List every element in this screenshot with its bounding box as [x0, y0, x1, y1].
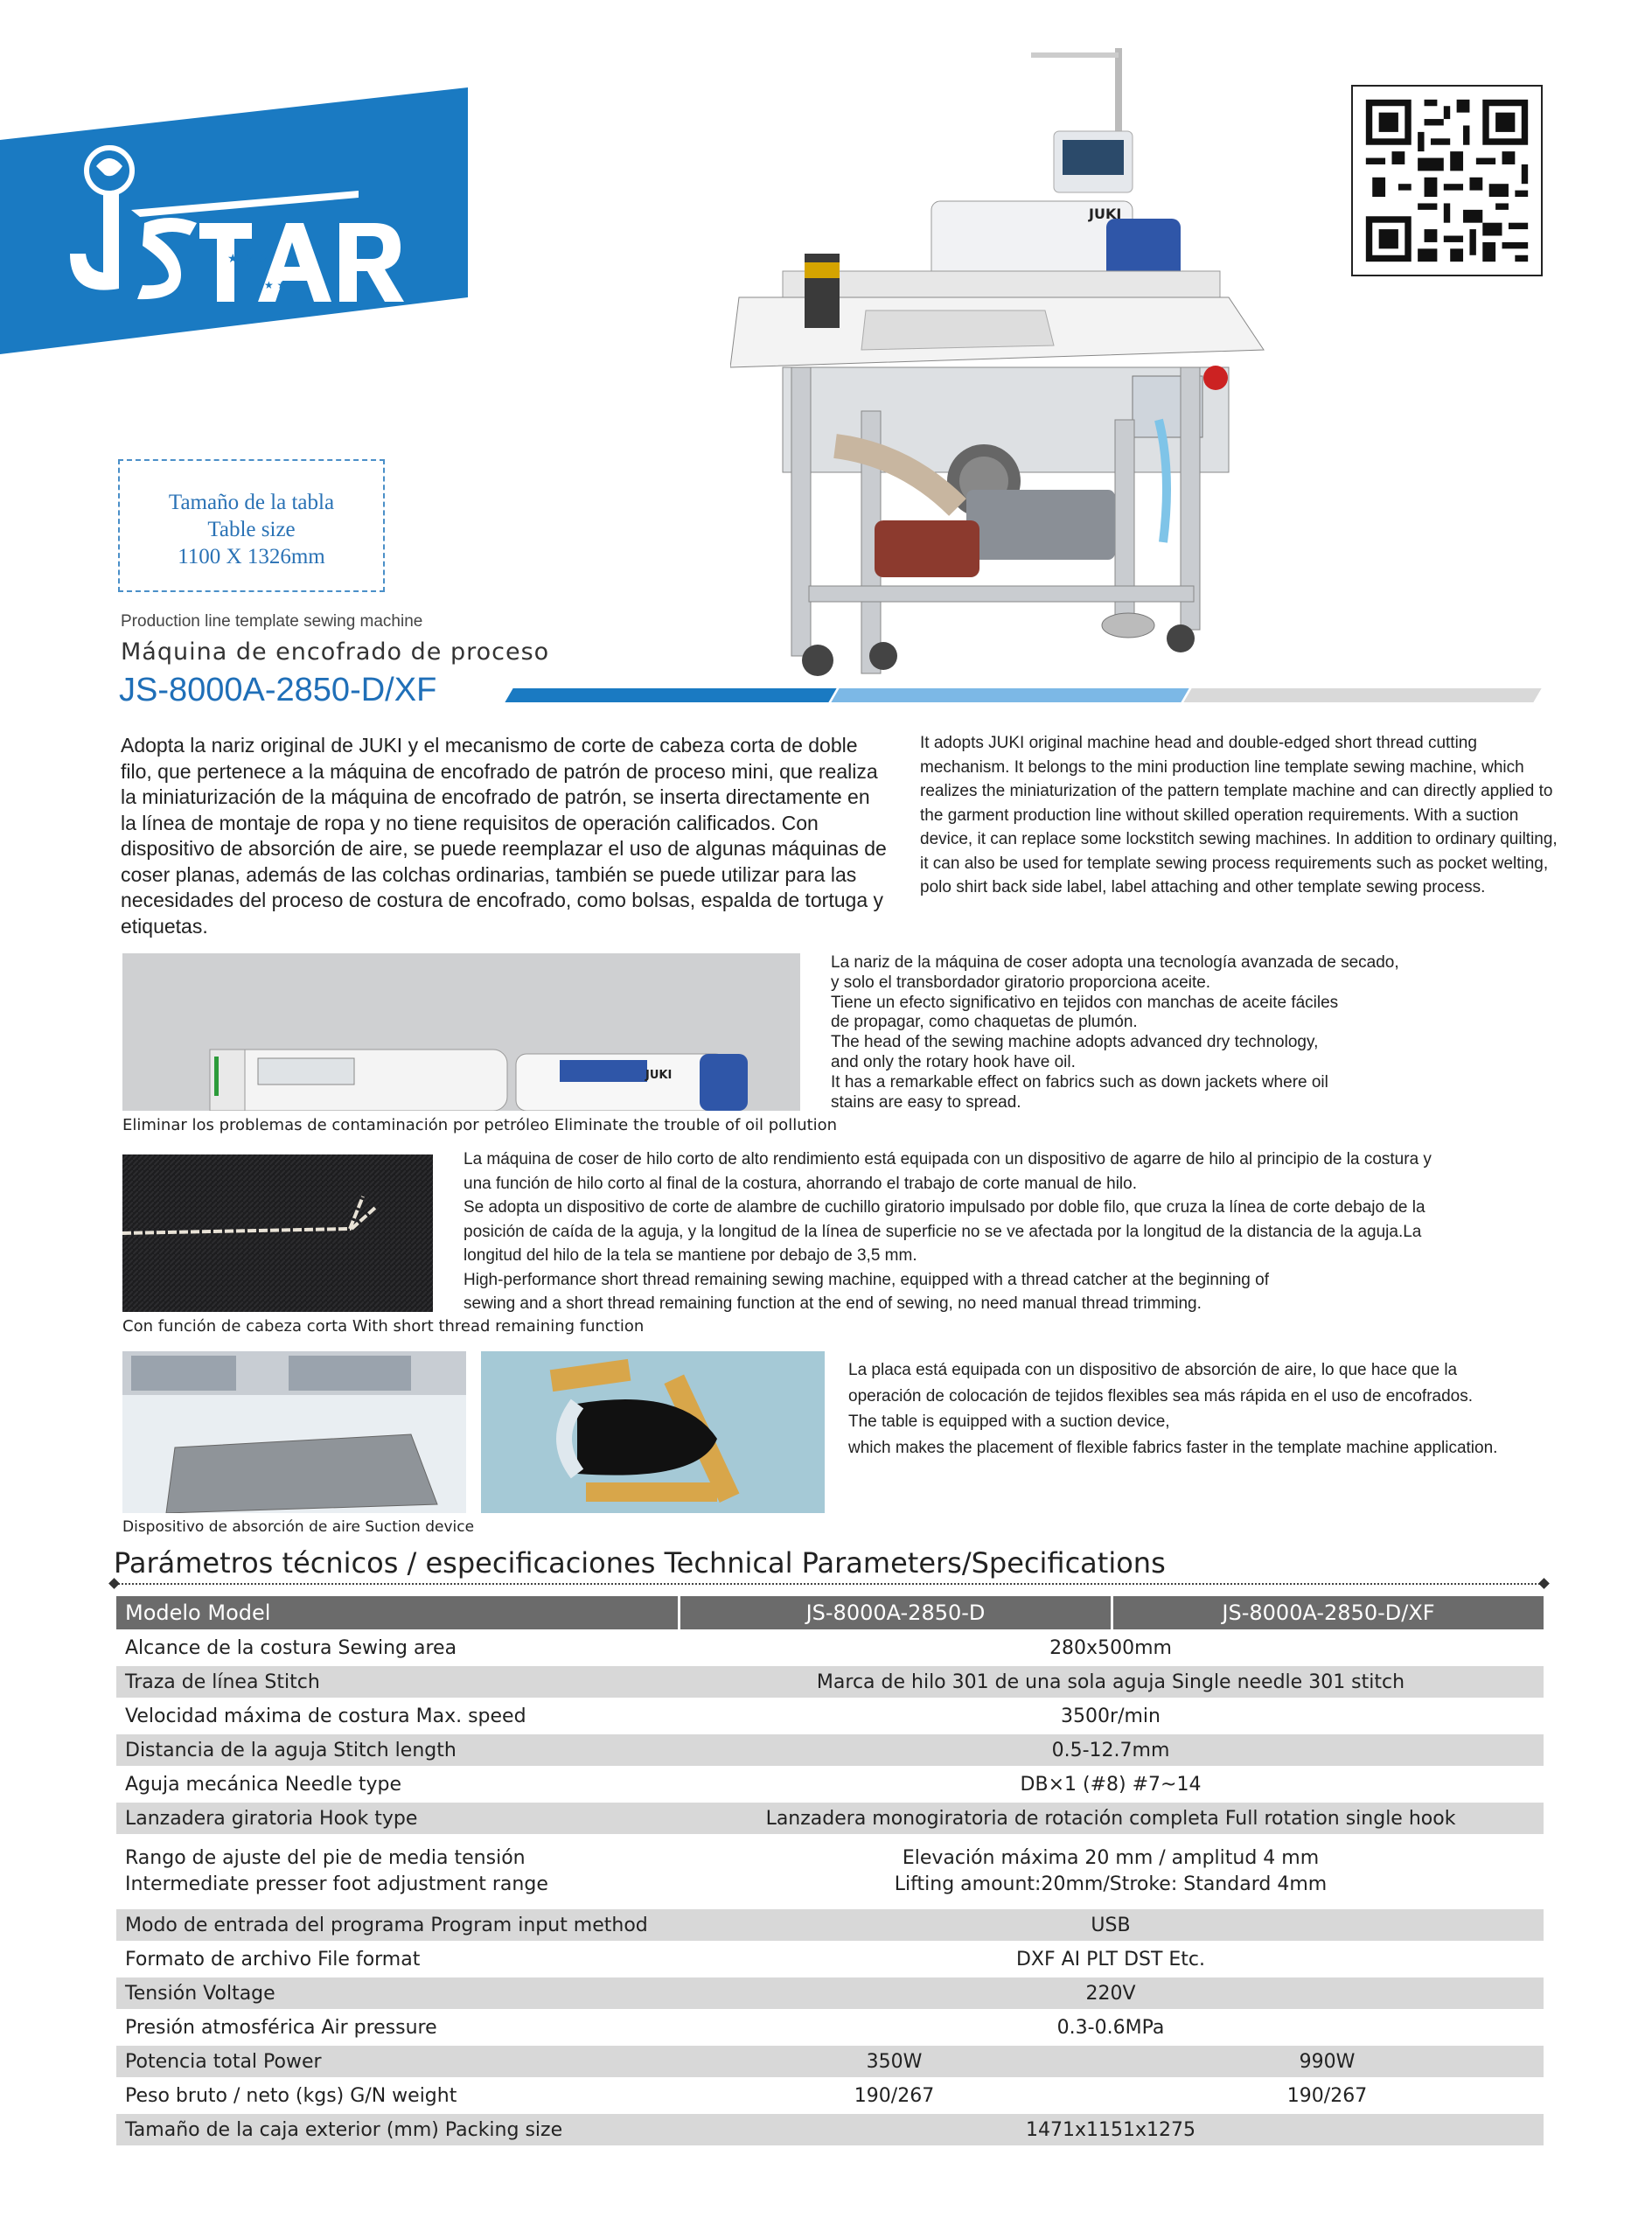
dry-head-machines-illustration: [122, 953, 800, 1111]
spec-row: [116, 2114, 1544, 2145]
table-size-en: Table size: [207, 518, 296, 541]
spec-value: DB×1 (#8) #7~14: [1020, 1773, 1202, 1796]
spec-value: 0.3-0.6MPa: [1056, 2016, 1165, 2039]
spec-value: USB: [678, 1909, 1544, 1941]
spec-row: [116, 1734, 1544, 1766]
intro-text-es: Adopta la nariz original de JUKI y el mecanismo de corte de cabeza corta de doble filo, que pertenece a la máquina de encofrado de patrón de proceso mini, que realiza la miniaturización de la máquina de encofrado de patrón, se inserta directamente en la línea de montaje de ropa y no tiene requisitos de operación calificados. Con dispositivo de absorción de aire, se puede reemplazar el uso de algunas máquinas de coser planas, además de las colchas ordinarias, también se puede utilizar para las necesidades del proceso de costura de encofrado, como bolsas, espalda de tortuga y etiquetas.: [121, 734, 887, 938]
table-size-box: [118, 459, 385, 592]
intro-text-en: It adopts JUKI original machine head and double-edged short thread cutting mechanism. It belongs to the mini production line template sewing machine, which realizes the miniaturization of the pattern template machine and can directly applied to the garment production line without skilled operation requirements. With a suction device, it can replace some lockstitch sewing machines. In addition to ordinary quilting, it can also be used for template sewing process requirements such as pocket welting, polo shirt back side label, label attaching and other template sewing process.: [920, 734, 1558, 896]
suction-caption: Dispositivo de absorción de aire Suction device: [122, 1518, 475, 1536]
short-thread-text: [464, 1147, 1557, 1316]
spec-divider: [114, 1583, 1544, 1585]
dry-head-text-line: Tiene un efecto significativo en tejidos con manchas de aceite fáciles: [831, 993, 1339, 1012]
suction-text-line: operación de colocación de tejidos flexibles sea más rápida en el uso de encofrados.: [848, 1386, 1474, 1405]
model-title: JS-8000A-2850-D/XF: [119, 672, 437, 708]
spec-label: Presión atmosférica Air pressure: [125, 2016, 437, 2039]
short-thread-text-line: Se adopta un dispositivo de corte de alambre de cuchillo giratorio impulsado por doble filo, que cruza la línea de corte debajo de la: [464, 1198, 1425, 1217]
spec-label-en: Intermediate presser foot adjustment range: [125, 1873, 548, 1895]
spec-row: [116, 2012, 1544, 2043]
dry-head-text-line: y solo el transbordador giratorio proporciona aceite.: [831, 973, 1211, 992]
spec-header-model: Modelo Model: [116, 1596, 678, 1629]
spec-label: Lanzadera giratoria Hook type: [116, 1803, 678, 1834]
spec-row: [116, 1666, 1544, 1698]
spec-row: [116, 2046, 1544, 2077]
subtitle-en: Production line template sewing machine: [121, 612, 423, 631]
title-stripe-light: [831, 688, 1188, 702]
svg-text:★ ★ ★: ★ ★ ★: [227, 252, 268, 266]
spec-header-dxf: JS-8000A-2850-D/XF: [1111, 1596, 1544, 1629]
spec-label: Potencia total Power: [116, 2046, 678, 2077]
svg-text:JUKI: JUKI: [1089, 206, 1122, 222]
spec-row: [116, 1700, 1544, 1732]
suction-text-line: which makes the placement of flexible fabrics faster in the template machine application.: [848, 1438, 1498, 1457]
dry-head-text: [831, 953, 1530, 1113]
spec-value: 1471x1151x1275: [678, 2114, 1544, 2145]
dry-head-text-line: It has a remarkable effect on fabrics such as down jackets where oil: [831, 1072, 1328, 1092]
machine-hero-image: [730, 44, 1272, 682]
table-size-value: 1100 X 1326mm: [178, 545, 325, 568]
spec-value: 280x500mm: [1049, 1636, 1172, 1659]
spec-value-es: Elevación máxima 20 mm / amplitud 4 mm: [902, 1847, 1320, 1869]
short-thread-caption: Con función de cabeza corta With short thread remaining function: [122, 1317, 645, 1336]
short-thread-text-line: posición de caída de la aguja, y la longitud de la línea de superficie no se ve afectada por la longitud de la distancia de la aguja.La: [464, 1222, 1422, 1241]
qr-code: [1351, 85, 1543, 276]
spec-label: Distancia de la aguja Stitch length: [116, 1734, 678, 1766]
spec-header-d: JS-8000A-2850-D: [678, 1596, 1111, 1629]
suction-text-line: The table is equipped with a suction device,: [848, 1412, 1170, 1431]
spec-row: [116, 1632, 1544, 1664]
spec-value-d: 350W: [678, 2046, 1111, 2077]
stitch-illustration: [122, 1154, 433, 1312]
spec-row: [116, 1977, 1544, 2009]
dry-head-text-line: de propagar, como chaquetas de plumón.: [831, 1013, 1138, 1032]
spec-value: 0.5-12.7mm: [678, 1734, 1544, 1766]
spec-row: [116, 1803, 1544, 1834]
short-thread-text-line: High-performance short thread remaining sewing machine, equipped with a thread catcher at the beginning of: [464, 1270, 1269, 1289]
spec-value: Marca de hilo 301 de una sola aguja Single needle 301 stitch: [678, 1666, 1544, 1698]
suction-fabric-illustration: [481, 1351, 825, 1513]
spec-label: Alcance de la costura Sewing area: [125, 1636, 457, 1659]
suction-table-illustration: [122, 1351, 466, 1513]
title-stripe-gray: [1183, 688, 1541, 702]
short-thread-text-line: longitud del hilo de la tela se mantiene por debajo de 3,5 mm.: [464, 1246, 917, 1265]
spec-value-dxf: 990W: [1111, 2046, 1544, 2077]
short-thread-text-line: La máquina de coser de hilo corto de alto rendimiento está equipada con un dispositivo de agarre de hilo al principio de la costura y: [464, 1150, 1432, 1168]
table-size-es: Tamaño de la tabla: [168, 491, 335, 514]
spec-value-d: 190/267: [854, 2084, 935, 2107]
dry-head-text-line: The head of the sewing machine adopts advanced dry technology,: [831, 1033, 1319, 1052]
spec-value-dxf: 190/267: [1286, 2084, 1368, 2107]
divider-diamond-right: [1538, 1578, 1550, 1589]
suction-text-line: La placa está equipada con un dispositivo de absorción de aire, lo que hace que la: [848, 1361, 1458, 1379]
dry-head-text-line: La nariz de la máquina de coser adopta una tecnología avanzada de secado,: [831, 953, 1399, 972]
spec-label: [116, 1837, 678, 1907]
spec-value: Lanzadera monogiratoria de rotación completa Full rotation single hook: [678, 1803, 1544, 1834]
spec-label: Peso bruto / neto (kgs) G/N weight: [125, 2084, 457, 2107]
spec-row: [116, 1943, 1544, 1975]
short-thread-text-line: sewing and a short thread remaining function at the end of sewing, no need manual thread trimming.: [464, 1294, 1202, 1313]
title-stripe-dark: [505, 688, 836, 702]
svg-text:★ ★: ★ ★: [264, 279, 287, 291]
spec-row: [116, 1837, 1544, 1907]
dry-head-photo: [122, 953, 800, 1111]
jstar-logo: [61, 140, 429, 315]
spec-label-es: Rango de ajuste del pie de media tensión: [125, 1847, 526, 1869]
divider-diamond-left: [108, 1578, 120, 1589]
spec-label: Modo de entrada del programa Program input method: [116, 1909, 678, 1941]
spec-label: Tamaño de la caja exterior (mm) Packing size: [116, 2114, 678, 2145]
spec-value: DXF AI PLT DST Etc.: [1015, 1948, 1206, 1970]
spec-label: Traza de línea Stitch: [116, 1666, 678, 1698]
dry-head-text-line: stains are easy to spread.: [831, 1092, 1021, 1112]
suction-fabric-photo: [481, 1351, 825, 1513]
spec-row: [116, 2080, 1544, 2111]
spec-row: [116, 1909, 1544, 1941]
spec-value: 3500r/min: [1061, 1705, 1161, 1727]
spec-value: 220V: [678, 1977, 1544, 2009]
spec-label: Formato de archivo File format: [125, 1948, 421, 1970]
spec-title: Parámetros técnicos / especificaciones Technical Parameters/Specifications: [114, 1546, 1166, 1580]
spec-table: [116, 1594, 1544, 2148]
short-thread-text-line: una función de hilo corto al final de la costura, ahorrando el trabajo de corte manual de hilo.: [464, 1174, 1137, 1193]
spec-header-row: [116, 1596, 1544, 1629]
dry-head-text-line: and only the rotary hook have oil.: [831, 1052, 1076, 1071]
spec-value: [678, 1837, 1544, 1907]
spec-row: [116, 1768, 1544, 1800]
oil-pollution-caption: Eliminar los problemas de contaminación por petróleo Eliminate the trouble of oil pollution: [122, 1116, 838, 1134]
svg-text:JUKI: JUKI: [645, 1069, 673, 1082]
spec-label: Velocidad máxima de costura Max. speed: [125, 1705, 526, 1727]
spec-label: Tensión Voltage: [116, 1977, 678, 2009]
short-thread-photo: [122, 1154, 433, 1312]
subtitle-es: Máquina de encofrado de proceso: [121, 638, 550, 666]
suction-text: [848, 1357, 1592, 1461]
spec-label: Aguja mecánica Needle type: [125, 1773, 401, 1796]
spec-value-en: Lifting amount:20mm/Stroke: Standard 4mm: [894, 1873, 1328, 1895]
suction-table-photo: [122, 1351, 466, 1513]
